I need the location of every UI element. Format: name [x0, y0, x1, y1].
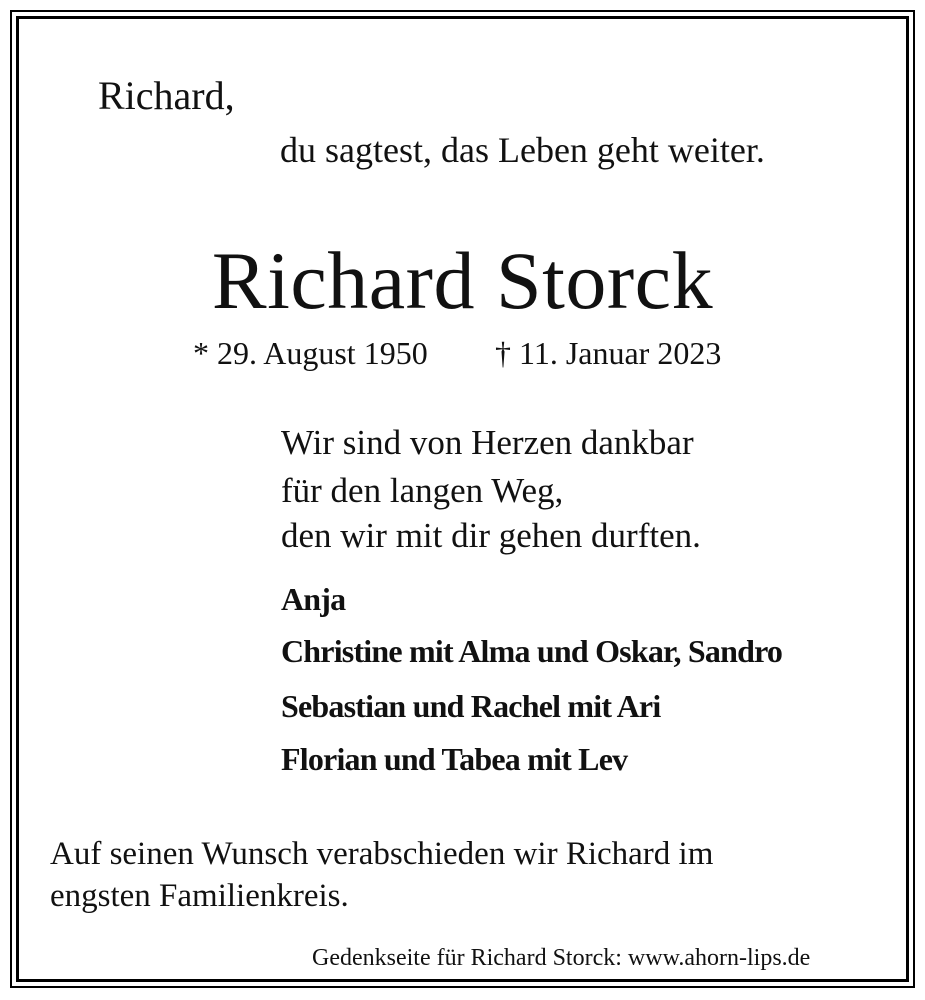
- birth-date: * 29. August 1950: [193, 335, 428, 371]
- notice-line: Auf seinen Wunsch verabschieden wir Richard im: [50, 836, 714, 872]
- greeting: Richard,: [98, 73, 235, 118]
- quote-line: du sagtest, das Leben geht weiter.: [280, 130, 765, 170]
- memorial-page-link[interactable]: Gedenkseite für Richard Storck: www.ahorn-lips.de: [312, 945, 811, 971]
- family-member-line: Sebastian und Rachel mit Ari: [281, 688, 661, 724]
- notice-line: engsten Familienkreis.: [50, 878, 349, 914]
- poem-line: Wir sind von Herzen dankbar: [281, 423, 694, 462]
- family-member-line: Florian und Tabea mit Lev: [281, 741, 628, 777]
- poem-line: für den langen Weg,: [281, 471, 564, 510]
- family-member-line: Christine mit Alma und Oskar, Sandro: [281, 633, 783, 669]
- poem-line: den wir mit dir gehen durften.: [281, 516, 701, 555]
- death-date: † 11. Januar 2023: [495, 335, 722, 371]
- deceased-name: Richard Storck: [211, 235, 714, 326]
- family-member-line: Anja: [281, 581, 346, 617]
